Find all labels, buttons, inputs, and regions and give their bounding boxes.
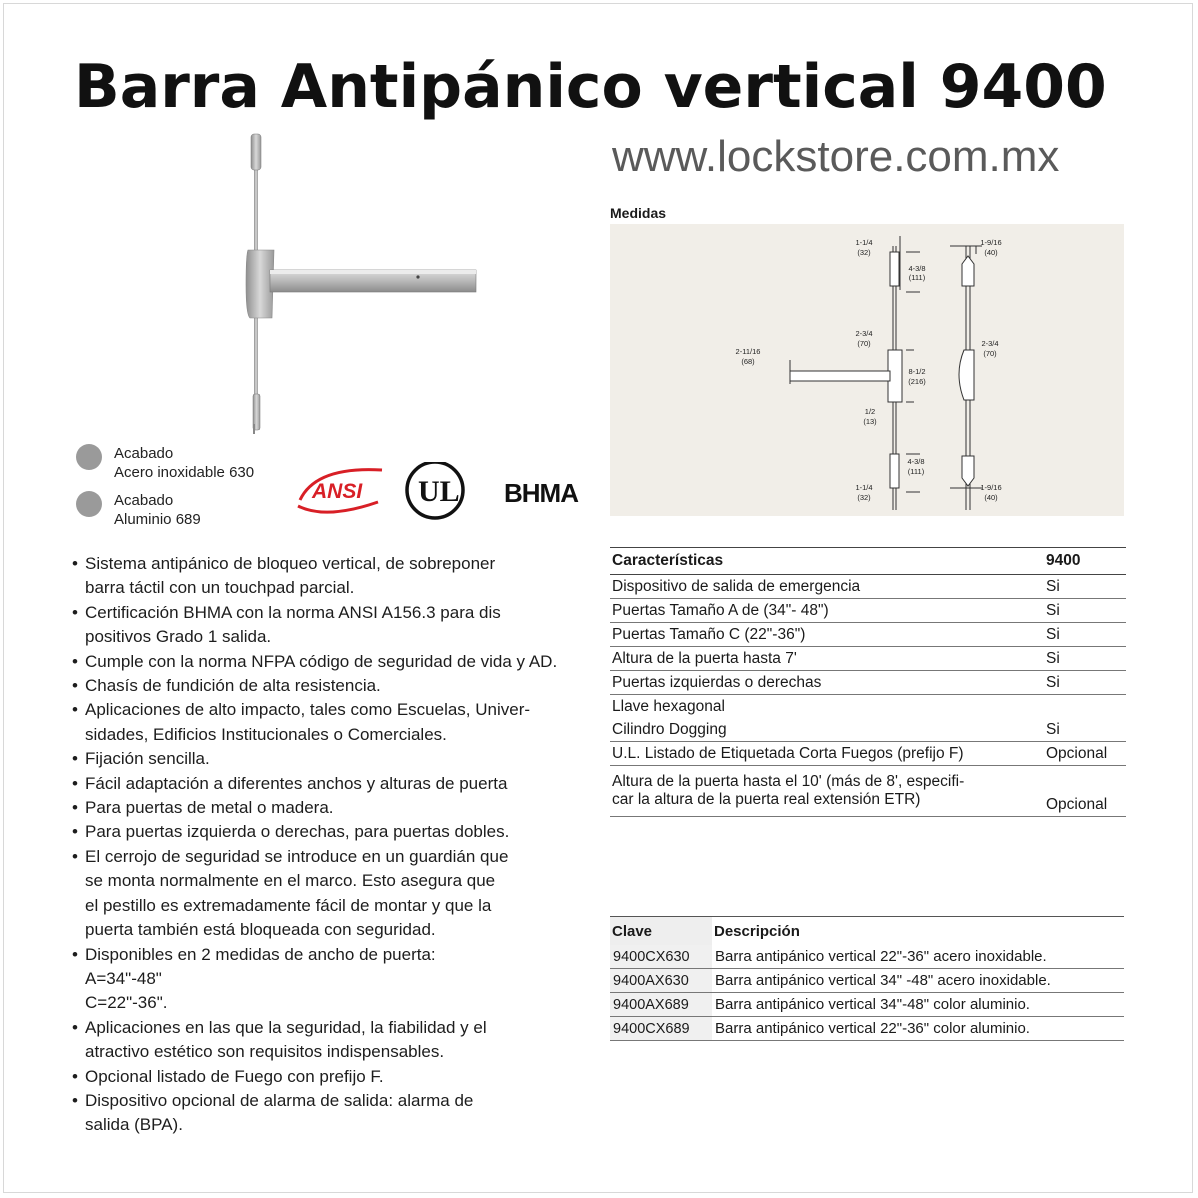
dim-label: (68) [741, 357, 755, 366]
certification-logos [296, 462, 596, 522]
features-row [610, 671, 1126, 695]
bullet-item-continuation [72, 1040, 586, 1064]
bullet-item [72, 698, 586, 722]
feature-value [1044, 695, 1126, 719]
bullet-dot: • [72, 700, 78, 720]
codes-header-description: Descripción [712, 917, 1124, 946]
product-code: 9400CX630 [610, 945, 712, 969]
bullet-text: A=34"-48" [85, 968, 162, 988]
feature-name: Puertas Tamaño C (22"-36") [610, 623, 1044, 647]
finish-label: Acabado [114, 492, 174, 509]
dim-label: (40) [984, 248, 998, 257]
bullet-dot: • [72, 822, 78, 842]
bullet-text: C=22"-36". [85, 993, 168, 1013]
finish-label: Acabado [114, 445, 174, 462]
feature-name: Puertas izquierdas o derechas [610, 671, 1044, 695]
codes-table [610, 916, 1124, 1041]
bullet-text: Para puertas izquierda o derechas, para puertas dobles. [85, 822, 510, 842]
feature-bullet-list [72, 552, 586, 1138]
dim-label: (40) [984, 493, 998, 502]
bullet-dot: • [72, 773, 78, 793]
ansi-logo-text: ANSI [312, 480, 363, 503]
dim-label: 2-11/16 [735, 347, 761, 356]
bullet-dot: • [72, 676, 78, 696]
codes-header-key: Clave [610, 917, 712, 946]
finish-detail: Acero inoxidable 630 [114, 464, 255, 481]
features-table [610, 547, 1126, 817]
bullet-text: El cerrojo de seguridad se introduce en un guardián que [85, 846, 509, 866]
dim-label: (111) [907, 467, 925, 476]
bullet-item [72, 601, 586, 625]
bullet-text: Chasís de fundición de alta resistencia. [85, 676, 381, 696]
bullet-item [72, 943, 586, 967]
dim-label: (32) [857, 248, 871, 257]
bullet-dot [72, 869, 85, 893]
bullet-item [72, 747, 586, 771]
product-code: 9400CX689 [610, 1017, 712, 1041]
dim-label: 8-1/2 [908, 367, 926, 376]
bullet-text: positivos Grado 1 salida. [85, 627, 272, 647]
bullet-dot: • [72, 602, 78, 622]
measurements-label: Medidas [610, 205, 667, 221]
bullet-dot [72, 967, 85, 991]
bullet-dot: • [72, 1017, 78, 1037]
product-description: Barra antipánico vertical 34"-48" color aluminio. [712, 993, 1124, 1017]
bullet-item [72, 772, 586, 796]
feature-value: Si [1044, 718, 1126, 742]
feature-value: Opcional [1044, 742, 1126, 766]
bullet-dot [72, 1040, 85, 1064]
bullet-item [72, 1065, 586, 1089]
features-header-row [610, 548, 1126, 575]
bullet-text: Para puertas de metal o madera. [85, 798, 334, 818]
product-image [240, 130, 490, 440]
product-description: Barra antipánico vertical 22"-36" acero inoxidable. [712, 945, 1124, 969]
feature-name: Llave hexagonal [612, 697, 725, 715]
features-row [610, 647, 1126, 671]
dim-label: (32) [857, 493, 871, 502]
bullet-text: Cumple con la norma NFPA código de seguridad de vida y AD. [85, 651, 558, 671]
page-title: Barra Antipánico vertical 9400 [74, 52, 1107, 122]
bullet-dot [72, 576, 85, 600]
feature-value: Si [1044, 671, 1126, 695]
bullet-text: salida (BPA). [85, 1115, 183, 1135]
feature-name: Altura de la puerta hasta 7' [610, 647, 1044, 671]
features-header-model: 9400 [1044, 548, 1126, 575]
bullet-text: Dispositivo opcional de alarma de salida: alarma de [85, 1090, 474, 1110]
bullet-text: sidades, Edificios Institucionales o Comerciales. [85, 724, 447, 744]
bullet-dot: • [72, 1066, 78, 1086]
bullet-dot: • [72, 944, 78, 964]
ul-logo [407, 462, 463, 518]
bullet-dot [72, 625, 85, 649]
finish-detail: Aluminio 689 [114, 511, 201, 528]
bullet-dot [72, 918, 85, 942]
bhma-logo [504, 478, 579, 508]
feature-name-line: Altura de la puerta hasta el 10' (más de 8', especifi- [612, 773, 965, 790]
product-code: 9400AX689 [610, 993, 712, 1017]
dim-label: (13) [863, 417, 877, 426]
dim-label: 4-3/8 [907, 457, 925, 466]
feature-value: Si [1044, 575, 1126, 599]
product-description: Barra antipánico vertical 34" -48" acero inoxidable. [712, 969, 1124, 993]
bullet-text: Fijación sencilla. [85, 749, 210, 769]
bullet-dot [72, 1113, 85, 1137]
dim-label: 1-1/4 [855, 483, 873, 492]
feature-value: Opcional [1044, 766, 1126, 817]
finish-stainless [76, 444, 254, 482]
bullet-text: barra táctil con un touchpad parcial. [85, 578, 355, 598]
dim-label: 1-1/4 [855, 238, 873, 247]
feature-name: Cilindro Dogging [610, 718, 1044, 742]
bullet-item-continuation [72, 894, 586, 918]
dim-label: (70) [857, 339, 871, 348]
codes-row [610, 993, 1124, 1017]
dim-label: 2-3/4 [981, 339, 999, 348]
feature-value: Si [1044, 623, 1126, 647]
bullet-item [72, 796, 586, 820]
bullet-item-continuation [72, 1113, 586, 1137]
dim-label: (111) [908, 273, 926, 282]
bullet-text: Aplicaciones de alto impacto, tales como Escuelas, Univer- [85, 700, 531, 720]
bullet-text: Opcional listado de Fuego con prefijo F. [85, 1066, 384, 1086]
dim-label: (216) [908, 377, 926, 386]
bullet-item [72, 820, 586, 844]
bullet-item-continuation [72, 991, 586, 1015]
bullet-dot: • [72, 749, 78, 769]
bullet-item-continuation [72, 723, 586, 747]
bullet-item [72, 650, 586, 674]
bullet-item-continuation [72, 869, 586, 893]
bullet-item [72, 1089, 586, 1113]
bullet-dot: • [72, 651, 78, 671]
bullet-dot: • [72, 798, 78, 818]
bullet-dot: • [72, 1090, 78, 1110]
bullet-text: se monta normalmente en el marco. Esto asegura que [85, 871, 496, 891]
ul-logo-text: UL [418, 475, 460, 508]
bullet-item [72, 552, 586, 576]
features-row [610, 599, 1126, 623]
bullet-text: Disponibles en 2 medidas de ancho de puerta: [85, 944, 436, 964]
website-url[interactable]: www.lockstore.com.mx [612, 132, 1060, 181]
dim-label: 2-3/4 [855, 329, 873, 338]
bullet-item [72, 1016, 586, 1040]
bullet-text: Fácil adaptación a diferentes anchos y alturas de puerta [85, 773, 508, 793]
bullet-item-continuation [72, 967, 586, 991]
feature-value: Si [1044, 647, 1126, 671]
bullet-item-continuation [72, 625, 586, 649]
bhma-logo-text: BHMA [504, 478, 578, 508]
bullet-text: el pestillo es extremadamente fácil de montar y que la [85, 895, 492, 915]
finish-swatch [76, 444, 102, 470]
bullet-item-continuation [72, 918, 586, 942]
bullet-text: atractivo estético son requisitos indispensables. [85, 1042, 445, 1062]
bullet-item [72, 674, 586, 698]
bullet-dot [72, 723, 85, 747]
dim-label: 1/2 [864, 407, 876, 416]
bullet-dot [72, 991, 85, 1015]
features-header-characteristics: Características [610, 548, 1044, 575]
features-row [610, 742, 1126, 766]
dim-label: 1-9/16 [980, 483, 1002, 492]
dim-label: 4-3/8 [908, 264, 926, 273]
features-row [610, 623, 1126, 647]
ansi-logo [298, 470, 382, 513]
bullet-dot [72, 894, 85, 918]
product-code: 9400AX630 [610, 969, 712, 993]
finish-swatch [76, 491, 102, 517]
feature-name: U.L. Listado de Etiquetada Corta Fuegos (prefijo F) [610, 742, 1044, 766]
features-row [610, 766, 1126, 817]
bullet-text: Certificación BHMA con la norma ANSI A156.3 para dis [85, 602, 501, 622]
bullet-text: Sistema antipánico de bloqueo vertical, de sobreponer [85, 554, 496, 573]
feature-name-line: car la altura de la puerta real extensión ETR) [612, 791, 921, 808]
codes-row [610, 1017, 1124, 1041]
feature-value: Si [1044, 599, 1126, 623]
bullet-text: puerta también está bloqueada con seguridad. [85, 920, 436, 940]
measurements-diagram [610, 224, 1124, 516]
feature-name: Puertas Tamaño A de (34"- 48") [610, 599, 1044, 623]
bullet-dot: • [72, 554, 78, 573]
feature-name: Dispositivo de salida de emergencia [610, 575, 1044, 599]
bullet-item [72, 845, 586, 869]
codes-row [610, 969, 1124, 993]
features-row [610, 695, 1126, 719]
finish-aluminum [76, 491, 201, 529]
codes-header-row [610, 917, 1124, 946]
product-description: Barra antipánico vertical 22"-36" color aluminio. [712, 1017, 1124, 1041]
dim-label: 1-9/16 [980, 238, 1002, 247]
codes-row [610, 945, 1124, 969]
bullet-item-continuation [72, 576, 586, 600]
dim-label: (70) [983, 349, 997, 358]
features-row [610, 718, 1126, 742]
features-row [610, 575, 1126, 599]
feature-name [610, 766, 1044, 817]
bullet-text: Aplicaciones en las que la seguridad, la fiabilidad y el [85, 1017, 487, 1037]
bullet-dot: • [72, 846, 78, 866]
